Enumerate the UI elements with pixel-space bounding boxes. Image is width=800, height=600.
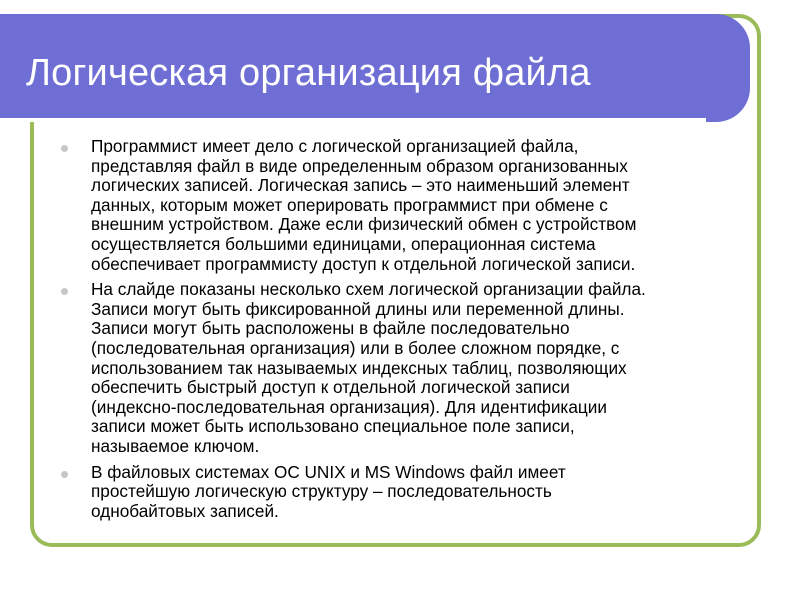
bullet-line: представляя файл в виде определенным образом организованных xyxy=(91,155,628,176)
bullet-line: внешним устройством. Даже если физический обмен с устройством xyxy=(91,214,637,235)
bullet-line: обеспечивает программисту доступ к отдельной логической записи. xyxy=(91,253,636,274)
bullet-line: Записи могут быть расположены в файле последовательно xyxy=(91,318,570,339)
bullet-item-3 xyxy=(60,463,740,522)
bullet-line: На слайде показаны несколько схем логической организации файла. xyxy=(91,279,646,300)
slide-title: Логическая организация файла xyxy=(26,52,591,94)
bullet-dot-icon xyxy=(61,471,68,478)
bullet-line: логических записей. Логическая запись – это наименьший элемент xyxy=(91,175,630,196)
bullet-dot-icon xyxy=(61,145,68,152)
bullet-list xyxy=(60,137,740,527)
bullet-item-2 xyxy=(60,280,740,456)
title-band xyxy=(0,14,750,122)
bullet-line: называемое ключом. xyxy=(91,435,260,456)
bullet-line: однобайтовых записей. xyxy=(91,500,279,521)
bullet-dot-icon xyxy=(61,288,68,295)
bullet-line: осуществляется большими единицами, операционная система xyxy=(91,233,596,254)
bullet-line: записи может быть использовано специальное поле записи, xyxy=(91,416,575,437)
bullet-line: В файловых системах ОС UNIX и MS Windows файл имеет xyxy=(91,461,566,482)
bullet-line: использованием так называемых индексных таблиц, позволяющих xyxy=(91,357,627,378)
bullet-item-1 xyxy=(60,137,740,274)
bullet-line: обеспечить быстрый доступ к отдельной логической записи xyxy=(91,377,570,398)
bullet-line: данных, которым может оперировать программист при обмене с xyxy=(91,194,608,215)
bullet-line: (индексно-последовательная организация). Для идентификации xyxy=(91,396,607,417)
bullet-line: Записи могут быть фиксированной длины или переменной длины. xyxy=(91,298,625,319)
bullet-line: (последовательная организация) или в более сложном порядке, с xyxy=(91,337,620,358)
title-underline xyxy=(0,118,706,122)
bullet-line: Программист имеет дело с логической организацией файла, xyxy=(91,136,579,156)
bullet-line: простейшую логическую структуру – последовательность xyxy=(91,481,552,502)
